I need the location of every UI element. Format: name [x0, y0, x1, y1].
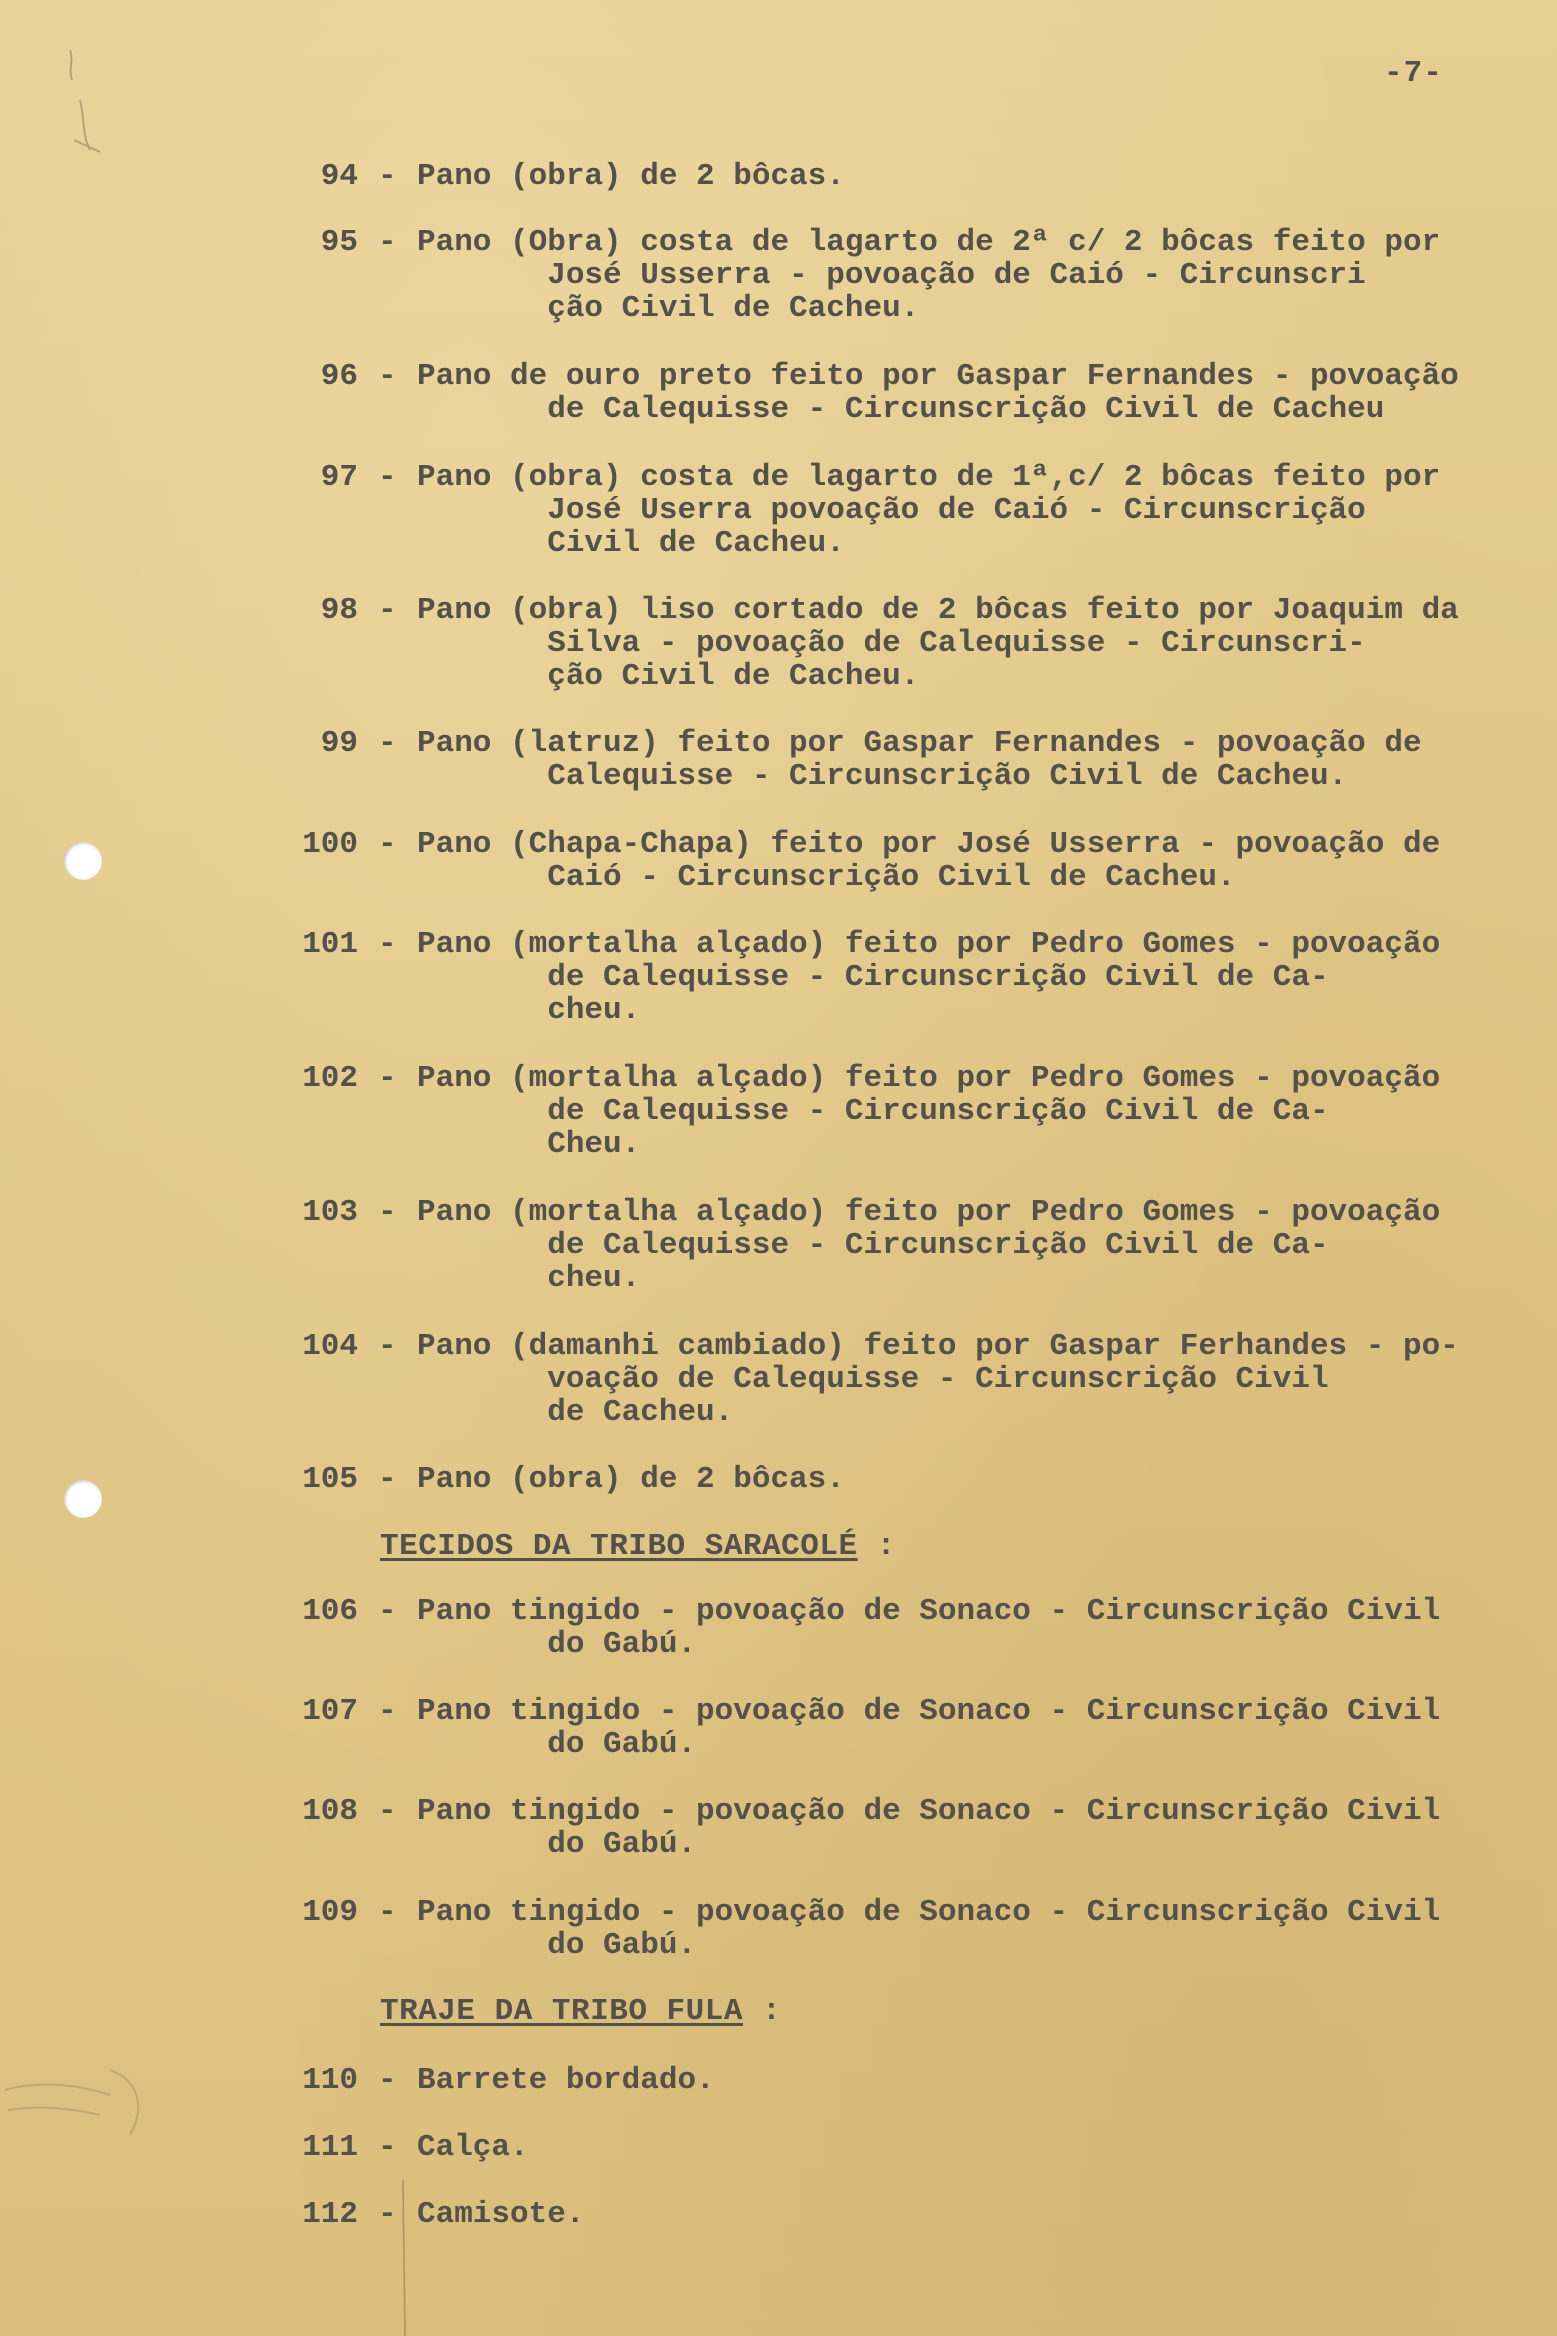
entry-number: 105 [302, 1462, 358, 1497]
entry-separator: - [378, 1694, 397, 1729]
entry-separator: - [378, 1195, 397, 1230]
entry-separator: - [378, 1061, 397, 1096]
entry-text: Pano tingido - povoação de Sonaco - Circunscrição Civil do Gabú. [417, 1594, 1441, 1662]
entry-separator: - [378, 1329, 397, 1364]
entry-number: 101 [302, 927, 358, 962]
section-suffix: : [762, 1994, 782, 2029]
entry-text: Camisote. [417, 2197, 585, 2232]
entry-number: 94 [320, 159, 358, 194]
section-suffix: : [876, 1529, 896, 1564]
entry-number: 99 [320, 726, 358, 761]
entry-text: Pano (mortalha alçado) feito por Pedro Gomes - povoação de Calequisse - Circunscrição Civil de Ca- cheu. [417, 927, 1441, 1028]
entry-text: Pano (Obra) costa de lagarto de 2ª c/ 2 bôcas feito por José Usserra - povoação de Caió - Circunscri ção Civil de Cacheu. [417, 225, 1441, 326]
entry-text: Pano (mortalha alçado) feito por Pedro Gomes - povoação de Calequisse - Circunscrição Civil de Ca- cheu. [417, 1195, 1441, 1296]
entry-number: 111 [302, 2130, 358, 2165]
entry-number: 102 [302, 1061, 358, 1096]
entry-text: Pano (obra) de 2 bôcas. [417, 159, 845, 194]
entry-separator: - [378, 927, 397, 962]
entry-separator: - [378, 159, 397, 194]
section-title: TRAJE DA TRIBO FULA [380, 1994, 743, 2029]
entry-separator: - [378, 1462, 397, 1497]
entry-separator: - [378, 593, 397, 628]
entry-separator: - [378, 726, 397, 761]
section-heading [380, 1995, 781, 2028]
entry-text: Pano tingido - povoação de Sonaco - Circunscrição Civil do Gabú. [417, 1895, 1441, 1963]
entry-number: 97 [320, 460, 358, 495]
section-heading [380, 1530, 896, 1563]
entry-separator: - [378, 827, 397, 862]
entry-number: 109 [302, 1895, 358, 1930]
entry-text: Pano (latruz) feito por Gaspar Fernandes - povoação de Calequisse - Circunscrição Civil de Cacheu. [417, 726, 1422, 794]
entry-separator: - [378, 359, 397, 394]
entry-number: 96 [320, 359, 358, 394]
entry-separator: - [378, 2130, 397, 2165]
entry-separator: - [378, 1895, 397, 1930]
entry-text: Pano (obra) costa de lagarto de 1ª,c/ 2 bôcas feito por José Userra povoação de Caió - Circunscrição Civil de Cacheu. [417, 460, 1441, 561]
entry-text: Calça. [417, 2130, 529, 2165]
entry-separator: - [378, 225, 397, 260]
entry-separator: - [378, 1794, 397, 1829]
entry-text: Pano (obra) liso cortado de 2 bôcas feito por Joaquim da Silva - povoação de Calequisse - Circunscri- ção Civil de Cacheu. [417, 593, 1459, 694]
entry-number: 108 [302, 1794, 358, 1829]
entry-number: 103 [302, 1195, 358, 1230]
entry-number: 104 [302, 1329, 358, 1364]
margin-vertical-line [395, 2180, 415, 2336]
entry-text: Pano (obra) de 2 bôcas. [417, 1462, 845, 1497]
entry-number: 100 [302, 827, 358, 862]
entry-number: 110 [302, 2063, 358, 2098]
entry-text: Pano (Chapa-Chapa) feito por José Usserra - povoação de Caió - Circunscrição Civil de Cacheu. [417, 827, 1441, 895]
entry-text: Pano (mortalha alçado) feito por Pedro Gomes - povoação de Calequisse - Circunscrição Civil de Ca- Cheu. [417, 1061, 1441, 1162]
page-number: -7- [1384, 56, 1443, 91]
entry-separator: - [378, 1594, 397, 1629]
entry-number: 106 [302, 1594, 358, 1629]
entry-number: 98 [320, 593, 358, 628]
entry-text: Pano de ouro preto feito por Gaspar Fernandes - povoação de Calequisse - Circunscrição Civil de Cacheu [417, 359, 1459, 427]
entry-separator: - [378, 2197, 397, 2232]
entry-text: Barrete bordado. [417, 2063, 715, 2098]
entry-text: Pano tingido - povoação de Sonaco - Circunscrição Civil do Gabú. [417, 1794, 1441, 1862]
entry-number: 107 [302, 1694, 358, 1729]
entry-separator: - [378, 460, 397, 495]
section-title: TECIDOS DA TRIBO SARACOLÉ [380, 1529, 858, 1564]
entry-text: Pano tingido - povoação de Sonaco - Circunscrição Civil do Gabú. [417, 1694, 1441, 1762]
entry-number: 112 [302, 2197, 358, 2232]
entry-text: Pano (damanhi cambiado) feito por Gaspar Ferhandes - po- voação de Calequisse - Circunscrição Civil de Cacheu. [417, 1329, 1459, 1430]
entry-number: 95 [320, 225, 358, 260]
entry-separator: - [378, 2063, 397, 2098]
